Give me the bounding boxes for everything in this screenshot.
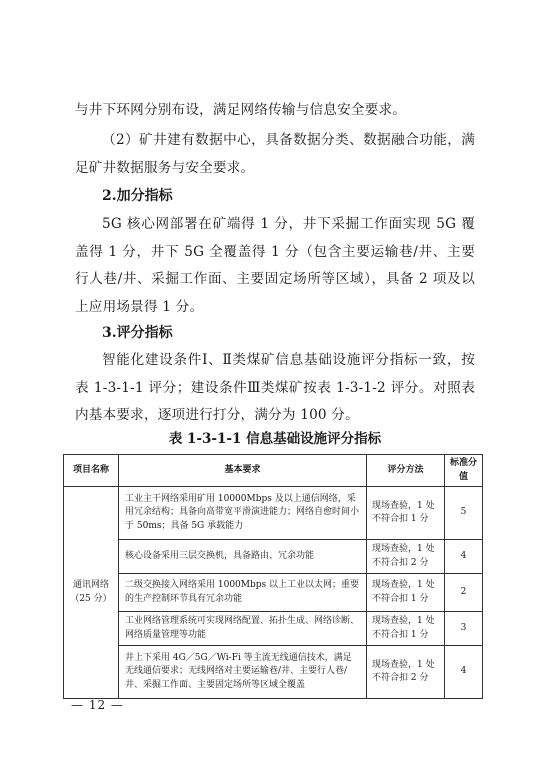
page-number: — 12 —	[71, 698, 124, 712]
requirement-cell: 二级交换接入网络采用 1000Mbps 以上工业以太网；重要的生产控制环节具有冗余功能	[119, 574, 367, 612]
scoring-table	[63, 454, 483, 699]
paragraph-data-center: （2）矿井建有数据中心，具备数据分类、数据融合功能，满足矿井数据服务与安全要求。	[75, 132, 475, 176]
heading-scoring-indicators: 3.评分指标	[102, 325, 173, 341]
heading-bonus-indicators: 2.加分指标	[102, 188, 173, 204]
score-cell: 3	[445, 612, 483, 646]
header-requirement: 基本要求	[119, 455, 367, 487]
table-row	[64, 612, 483, 646]
requirement-cell: 核心设备采用三层交换机，具备路由、冗余功能	[119, 540, 367, 574]
method-cell: 现场查验，1 处不符合扣 2 分	[367, 540, 445, 574]
header-method: 评分方法	[367, 455, 445, 487]
score-cell: 4	[445, 646, 483, 699]
table-row	[64, 540, 483, 574]
method-cell: 现场查验，1 处不符合扣 1 分	[367, 574, 445, 612]
group-cell: 通讯网络（25 分）	[64, 487, 119, 699]
table-header-row	[64, 455, 483, 487]
paragraph-scoring-rules: 智能化建设条件Ⅰ、Ⅱ类煤矿信息基础设施评分指标一致，按表 1-3-1-1 评分；建设条件Ⅲ类煤矿按表 1-3-1-2 评分。对照表内基本要求，逐项进行打分，满分为 100 分。	[75, 352, 475, 423]
table-row	[64, 574, 483, 612]
score-cell: 5	[445, 487, 483, 540]
table-row	[64, 646, 483, 699]
paragraph-network-layout: 与井下环网分别布设，满足网络传输与信息安全要求。	[75, 102, 407, 118]
table-title: 表 1-3-1-1 信息基础设施评分指标	[168, 431, 382, 447]
method-cell: 现场查验，1 处不符合扣 1 分	[367, 612, 445, 646]
score-cell: 2	[445, 574, 483, 612]
requirement-cell: 工业主干网络采用矿用 10000Mbps 及以上通信网络，采用冗余结构；具备向高带宽平滑演进能力；网络自愈时间小于 50ms；具备 5G 承载能力	[119, 487, 367, 540]
requirement-cell: 井上下采用 4G／5G／Wi-Fi 等主流无线通信技术，满足无线通信要求；无线网络对主要运输巷/井、主要行人巷/井、采掘工作面、主要固定场所等区域全覆盖	[119, 646, 367, 699]
requirement-cell: 工业网络管理系统可实现网络配置、拓扑生成、网络诊断、网络质量管理等功能	[119, 612, 367, 646]
paragraph-5g-bonus: 5G 核心网部署在矿端得 1 分，井下采掘工作面实现 5G 覆盖得 1 分，井下 5G 全覆盖得 1 分（包含主要运输巷/井、主要行人巷/井、采掘工作面、主要固定场所等区域），具备 2 项及以上应用场景得 1 分。	[75, 216, 475, 315]
method-cell: 现场查验，1 处不符合扣 2 分	[367, 646, 445, 699]
header-score: 标准分值	[445, 455, 483, 487]
method-cell: 现场查验，1 处不符合扣 1 分	[367, 487, 445, 540]
table-row	[64, 487, 483, 540]
header-item: 项目名称	[64, 455, 119, 487]
score-cell: 4	[445, 540, 483, 574]
